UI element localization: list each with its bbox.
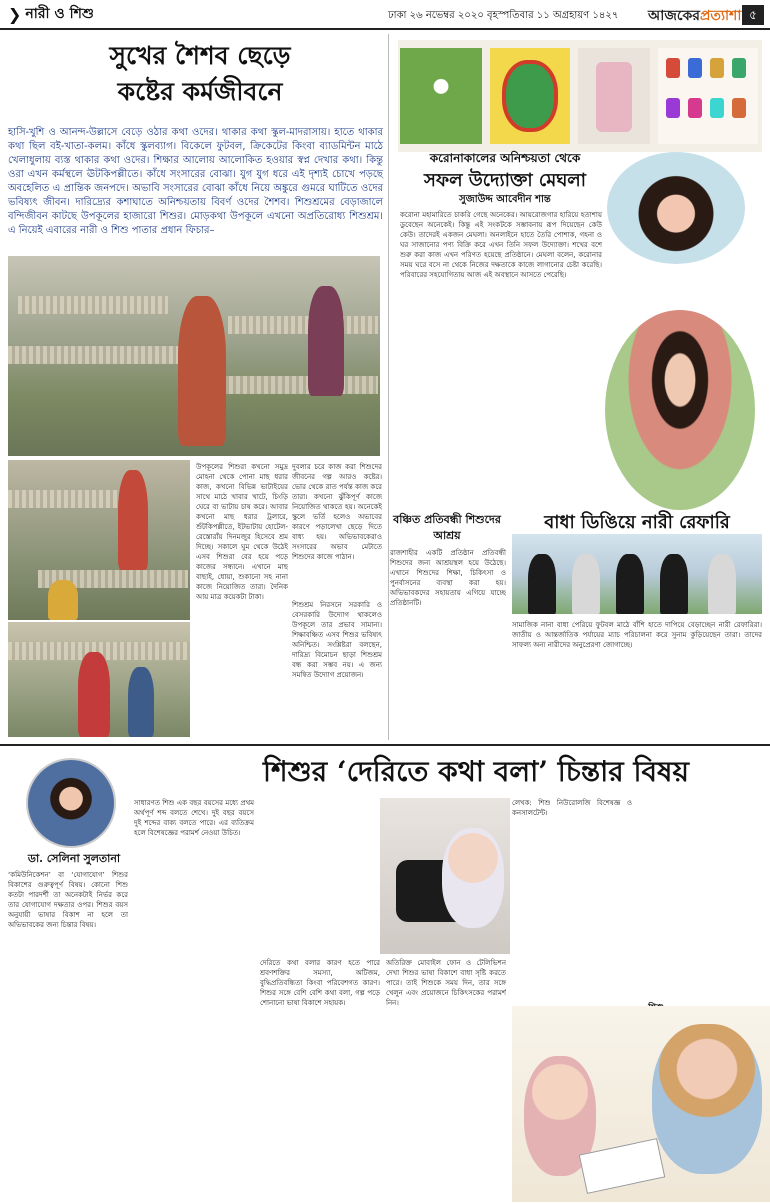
handicraft-photos bbox=[398, 40, 762, 152]
section-tag bbox=[8, 2, 94, 26]
speech-body-col2: সাধারণত শিশু এক বছর বয়সের মধ্যে প্রথম অর্থপূর্ণ শব্দ বলতে শেখে। দুই বছর বয়সে দুই শব্দের বাক্য বলতে পারে। এর ব্যতিক্রম হলে বিশেষজ্ঞের পরামর্শ নেওয়া উচিত। bbox=[134, 799, 254, 837]
lead-photo-children bbox=[8, 460, 190, 620]
speech-body-col5: লেখক: শিশু নিউরোলজি বিশেষজ্ঞ ও কনসালটেন্ট। bbox=[512, 799, 632, 817]
dateline: ঢাকা ২৬ নভেম্বর ২০২০ বৃহস্পতিবার ১১ অগ্রহায়ণ ১৪২৭ bbox=[388, 10, 619, 21]
speech-headline: শিশুর ‘দেরিতে কথা বলা’ চিন্তার বিষয় bbox=[263, 755, 689, 788]
referee-body: সামাজিক নানা বাধা পেরিয়ে ফুটবল মাঠে বাঁশি হাতে দাপিয়ে বেড়াচ্ছেন নারী রেফারিরা। জাতীয় ও আন্তর্জাতিক পর্যায়ের ম্যাচ পরিচালনা করে সুনাম কুড়িয়েছেন তারা। তাদের সাফল্য অন্য নারীদের অনুপ্রেরণা জোগাচ্ছে। bbox=[512, 621, 762, 649]
meghla-byline: সুজাউদ্দ আবেদীন শান্ত bbox=[459, 194, 551, 205]
column-rule bbox=[388, 34, 389, 740]
meghla-body: করোনা মহামারিতে চাকরি গেছে অনেকের। আয়রোজগার হারিয়ে হতাশায় ডুবেছেন অনেকেই। কিন্তু এই সংকটকে সম্ভাবনায় রূপ দিয়েছেন কেউ কেউ। তাদেরই একজন মেঘলা। অনলাইনে হাতে তৈরি পোশাক, গহনা ও ঘর সাজানোর পণ্য বিক্রি করে এখন তিনি সফল উদ্যোক্তা। শখের বশে শুরু করা কাজ এখন পরিণত হয়েছে প্রতিষ্ঠানে। মেঘলা বলেন, করোনার সময় ঘরে বসে না থেকে নিজের দক্ষতাকে কাজে লাগানোর চেষ্টা করেছি। পরিবারের সহযোগিতায় আজ এই অবস্থানে আসতে পেরেছি। bbox=[400, 211, 602, 279]
flower-art bbox=[400, 48, 482, 144]
speech-body-col3: দেরিতে কথা বলার কারণ হতে পারে শ্রবণশক্তির সমস্যা, অটিজম, বুদ্ধিপ্রতিবন্ধিতা কিংবা পরিবেশগত কারণ। শিশুর সঙ্গে বেশি বেশি কথা বলা, গল্প পড়ে শোনানো ভাষা বিকাশে সহায়ক। bbox=[260, 959, 380, 1007]
meghla-headline: সফল উদ্যোক্তা মেঘলা bbox=[424, 170, 586, 191]
jewelry-art bbox=[658, 48, 758, 144]
lead-body-col1: উপকূলের শিশুরা কখনো সমুদ্র মোহনা থেকে পোনা মাছ ধরার কাজ, কখনো বিভিন্ন ভাটাইয়ের সাথে মাঠে খাবার খাটে, চিংড়ি ঘেরে বা ভাটায় চাষ করে। আবার কখনো মাছ ধরার ট্রলারে, শুঁটকিপল্লীতে, ইটভাটায় হোটেল-রেস্তোরাঁয় দিনমজুর হিসেবে শ্রম দিচ্ছে। সকালে ঘুম থেকে উঠেই এসব শিশুরা বের হয়ে পড়ে কাজের সন্ধানে। এখানে মাছ বাছাই, ধোয়া, শুকানো সহ নানা কাজে নিয়োজিত তারা। দৈনিক আয় মাত্র কয়েকটা টাকা। bbox=[196, 463, 288, 601]
meghla-portrait bbox=[607, 152, 745, 264]
children-reading-photo bbox=[512, 1006, 770, 1202]
author-portrait bbox=[26, 758, 116, 848]
masthead-logo: আজকেরপ্রত্যাশা bbox=[648, 8, 742, 24]
meghla-portrait-full bbox=[605, 310, 755, 510]
author-name: ডা. সেলিনা সুলতানা bbox=[27, 852, 121, 865]
child-telephone-photo bbox=[380, 798, 510, 954]
section-divider bbox=[0, 744, 770, 746]
page-number: ৫ bbox=[742, 5, 764, 25]
lead-body-col2: দুবলার চরে কাজ করা শিশুদের জীবনের গল্প আরও কষ্টের। ভোর থেকে রাত পর্যন্ত কাজ করে তারা। কখনো ঝুঁকিপূর্ণ কাজে নিয়োজিত থাকতে হয়। অনেকেই স্কুলে ভর্তি হলেও অভাবের কারণে পড়ালেখা ছেড়ে দিতে বাধ্য হয়। অভিভাবকেরাও সংসারের অভাব মেটাতে শিশুদের কাজে পাঠান। bbox=[292, 463, 382, 561]
page-header bbox=[0, 0, 770, 30]
lead-body-col3: শিশুশ্রম নিরসনে সরকারি ও বেসরকারি উদ্যোগ থাকলেও উপকূলে তার প্রভাব সামান্য। শিক্ষাবঞ্চিত এসব শিশুর ভবিষ্যৎ অনিশ্চিত। সংশ্লিষ্টরা বলছেন, দারিদ্র্য বিমোচন ছাড়া শিশুশ্রম বন্ধ করা সম্ভব নয়। এ জন্য সমন্বিত উদ্যোগ প্রয়োজন। bbox=[292, 601, 382, 679]
lead-intro: হাসি-খুশি ও আনন্দ-উল্লাসে বেড়ে ওঠার কথা ওদের। থাকার কথা স্কুল-মাদরাসায়। হাতে থাকার কথা ছিল বই-খাতা-কলম। কাঁধে স্কুলব্যাগ। বিকেলে ফুটবল, ক্রিকেটের কিংবা ব্যাডমিন্টন মাঠে খেলাধুলায় ব্যস্ত থাকার কথা ওদের। শিক্ষার আলোয় আলোকিত হওয়ার স্বপ্ন দেখার কথা। কিন্তু ওরা এখন কর্মস্থলে ঊটকিপল্লীতে। কাঁধে সংসারের বোঝা। যুগ যুগ ধরে এই দৃশ্যই চোখে পড়ছে অবহেলিত এ প্রান্তিক জনপদে। অভাবি সংসারের বোঝা কাঁধে নিয়ে অঙ্কুরে গুমরে ঘাটিতে ওদের ভবিষ্যৎ জীবন। দারিদ্র্যের কশাঘাতে অনিশ্চয়তায় বিবর্ণ ওদের শৈশব। শিশুশ্রমের বেড়াজালে বন্দিজীবন কাটছে উপকূলের হাজারো শিশুর। মোড়কথা উপকূলে এখনো অপ্রতিরোধ্য শিশুশ্রম। এ নিয়েই এবারের নারী ও শিশু পাতার প্রধান ফিচার– bbox=[8, 127, 383, 236]
mask-art bbox=[490, 48, 570, 144]
refugee-headline: বঞ্চিত প্রতিবন্ধী শিশুদের আশ্রয় bbox=[393, 513, 501, 542]
lead-photo-boys bbox=[8, 622, 190, 737]
referee-photo bbox=[512, 534, 762, 614]
textile-art bbox=[578, 48, 650, 144]
speech-body-col4: অতিরিক্ত মোবাইল ফোন ও টেলিভিশন দেখা শিশুর ভাষা বিকাশে বাধা সৃষ্টি করতে পারে। তাই শিশুকে সময় দিন, তার সঙ্গে খেলুন এবং প্রয়োজনে চিকিৎসকের পরামর্শ নিন। bbox=[386, 959, 506, 1007]
refugee-body: রাজশাহীর একটি প্রতিষ্ঠান প্রতিবন্ধী শিশুদের জন্য আশ্রয়স্থল হয়ে উঠেছে। এখানে শিশুদের শিক্ষা, চিকিৎসা ও পুনর্বাসনের ব্যবস্থা করা হয়। অভিভাবকদের সহায়তায় এগিয়ে যাচ্ছে প্রতিষ্ঠানটি। bbox=[390, 549, 506, 607]
meghla-kicker: করোনাকালের অনিশ্চয়তা থেকে bbox=[429, 151, 581, 165]
lead-photo-fish-drying bbox=[8, 256, 380, 456]
lead-headline: সুখের শৈশব ছেড়ে কষ্টের কর্মজীবনে bbox=[109, 41, 291, 106]
referee-headline: বাধা ডিঙিয়ে নারী রেফারি bbox=[544, 512, 730, 533]
section-label: নারী ও শিশু bbox=[25, 6, 94, 22]
chevron-right-icon: ❯ bbox=[8, 4, 22, 24]
speech-body-col1: ‘কমিউনিকেশন’ বা ‘যোগাযোগ’ শিশুর বিকাশের গুরুত্বপূর্ণ বিষয়। কোনো শিশু কতটা পারদর্শী তা অনেকটাই নির্ভর করে তার যোগাযোগ দক্ষতার ওপর। শিশুর বয়স অনুযায়ী ভাষার বিকাশ না হলে তা অভিভাবকের জন্য চিন্তার বিষয়। bbox=[8, 871, 128, 929]
